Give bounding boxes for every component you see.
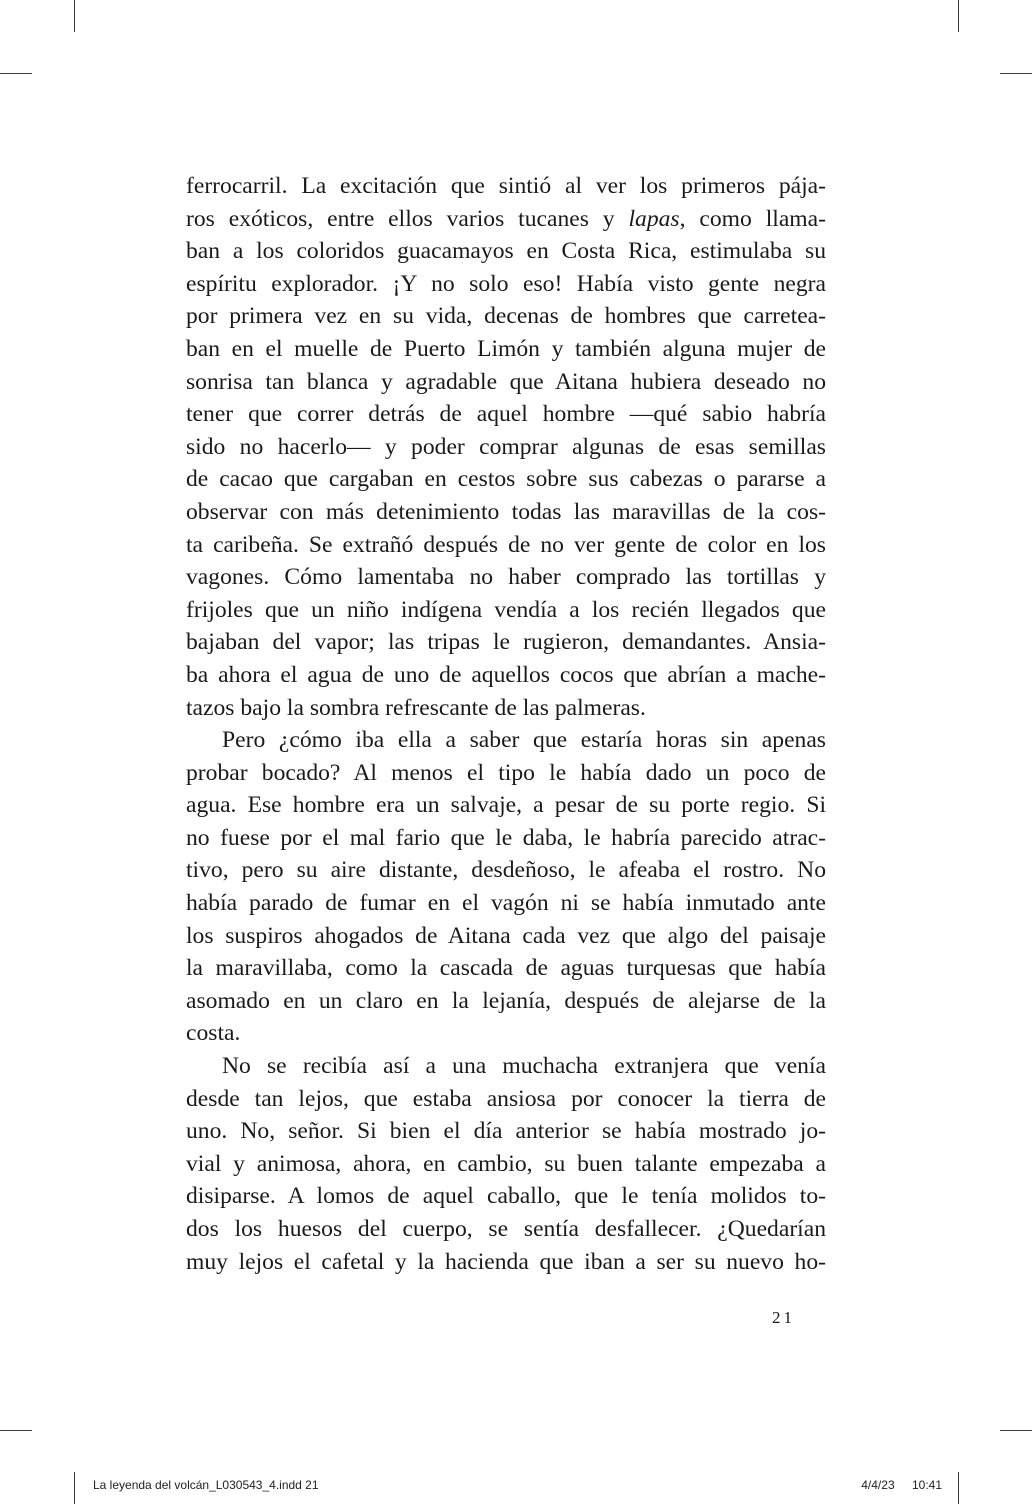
text-line: agua. Ese hombre era un salvaje, a pesar de su porte regio. Si [186, 792, 826, 819]
text-line: disiparse. A lomos de aquel caballo, que le tenía molidos to- [186, 1183, 826, 1210]
crop-mark-right-top [1000, 73, 1032, 74]
text-line: bajaban del vapor; las tripas le rugieron, demandantes. Ansia- [186, 629, 826, 656]
text-line: Pero ¿cómo iba ella a saber que estaría horas sin apenas [222, 727, 826, 754]
slug-timestamp [861, 1478, 942, 1492]
paragraph [186, 1050, 826, 1278]
text-line: muy lejos el cafetal y la hacienda que iban a ser su nuevo ho- [186, 1248, 826, 1275]
text-line: tivo, pero su aire distante, desdeñoso, le afeaba el rostro. No [186, 857, 826, 884]
text-line: la maravillaba, como la cascada de aguas turquesas que había [186, 955, 826, 982]
text-line: ban en el muelle de Puerto Limón y también alguna mujer de [186, 335, 826, 362]
text-line: vagones. Cómo lamentaba no haber comprado las tortillas y [186, 564, 826, 591]
text-line: vial y animosa, ahora, en cambio, su buen talante empezaba a [186, 1150, 826, 1177]
slug-filename: La leyenda del volcán_L030543_4.indd 21 [93, 1478, 319, 1492]
slug-date: 4/4/23 [861, 1478, 895, 1492]
crop-mark-top-left [74, 0, 75, 32]
text-line: observar con más detenimiento todas las maravillas de la cos- [186, 498, 826, 525]
text-line: dos los huesos del cuerpo, se sentía desfallecer. ¿Quedarían [186, 1216, 826, 1242]
text-line: ros exóticos, entre ellos varios tucanes y lapas, como llama- [186, 205, 826, 232]
text-line: espíritu explorador. ¡Y no solo eso! Había visto gente negra [186, 270, 826, 297]
crop-mark-left-bottom [0, 1430, 32, 1431]
text-line: sido no hacerlo— y poder comprar algunas de esas semillas [186, 433, 826, 460]
text-line: tazos bajo la sombra refrescante de las palmeras. [186, 694, 646, 721]
text-line: los suspiros ahogados de Aitana cada vez que algo del paisaje [186, 922, 826, 949]
text-line: desde tan lejos, que estaba ansiosa por conocer la tierra de [186, 1085, 826, 1112]
crop-mark-right-bottom [1000, 1430, 1032, 1431]
crop-mark-left-top [0, 73, 32, 74]
text-line: frijoles que un niño indígena vendía a los recién llegados que [186, 596, 826, 623]
text-line: asomado en un claro en la lejanía, después de alejarse de la [186, 987, 826, 1014]
italic-term: lapas [628, 205, 680, 232]
text-line: ta caribeña. Se extrañó después de no ver gente de color en los [186, 531, 826, 558]
text-line: ban a los coloridos guacamayos en Costa Rica, estimulaba su [186, 238, 826, 265]
text-line: uno. No, señor. Si bien el día anterior se había mostrado jo- [186, 1118, 826, 1145]
page-number: 21 [772, 1308, 795, 1327]
text-line: probar bocado? Al menos el tipo le había dado un poco de [186, 759, 826, 786]
text-line: tener que correr detrás de aquel hombre —qué sabio habría [186, 401, 826, 428]
text-line: costa. [186, 1020, 241, 1047]
crop-mark-bottom-right [958, 1472, 959, 1504]
text-line: ba ahora el agua de uno de aquellos cocos que abrían a mache- [186, 661, 826, 688]
text-line: sonrisa tan blanca y agradable que Aitana hubiera deseado no [186, 368, 826, 395]
text-line: No se recibía así a una muchacha extranjera que venía [222, 1053, 826, 1080]
paragraph [186, 724, 826, 1050]
text-line: ferrocarril. La excitación que sintió al ver los primeros pája- [186, 173, 826, 199]
body-text [186, 170, 826, 1278]
text-line: de cacao que cargaban en cestos sobre sus cabezas o pararse a [186, 466, 826, 493]
text-line: había parado de fumar en el vagón ni se había inmutado ante [186, 890, 826, 917]
text-line: no fuese por el mal fario que le daba, le habría parecido atrac- [186, 824, 826, 851]
crop-mark-top-right [958, 0, 959, 32]
text-line: por primera vez en su vida, decenas de hombres que carretea- [186, 303, 826, 330]
slug-time: 10:41 [911, 1478, 942, 1492]
paragraph [186, 170, 826, 724]
crop-mark-bottom-left [74, 1472, 75, 1504]
